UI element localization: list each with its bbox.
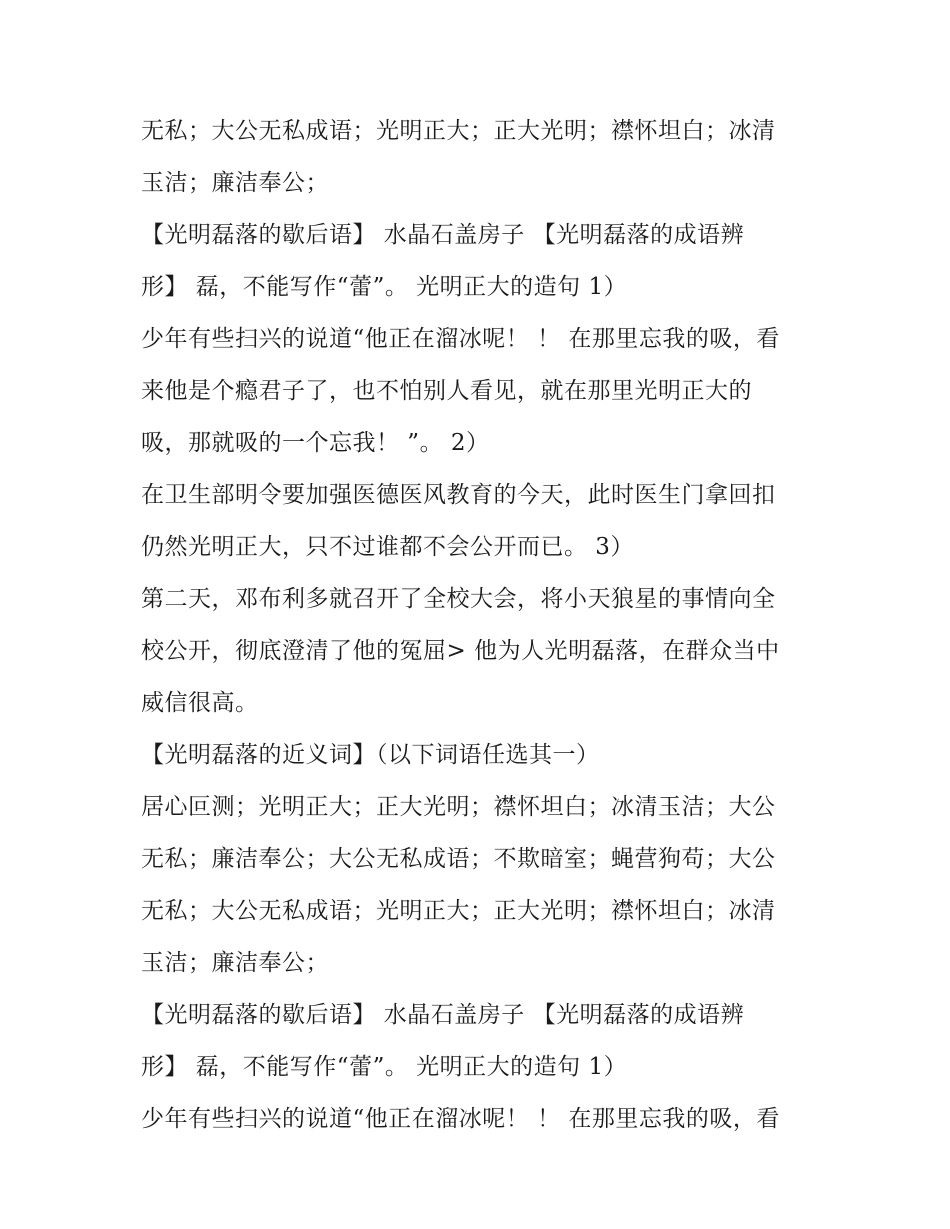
document-body [141, 105, 831, 1145]
text-line: 校公开，彻底澄清了他的冤屈> 他为人光明磊落，在群众当中 [141, 638, 780, 664]
text-line: 形】 磊，不能写作“蕾”。 光明正大的造句 1） [141, 274, 628, 300]
text-line: 【光明磊落的近义词】（以下词语任选其一） [141, 742, 600, 768]
text-line: 无私；大公无私成语；光明正大；正大光明；襟怀坦白；冰清 [141, 118, 776, 144]
text-line: 玉洁；廉洁奉公； [141, 170, 329, 196]
text-line: 无私；廉洁奉公；大公无私成语；不欺暗室；蝇营狗苟；大公 [141, 846, 776, 872]
text-line: 少年有些扫兴的说道“他正在溜冰呢！ ！ 在那里忘我的吸，看 [141, 326, 780, 352]
text-line: 来他是个瘾君子了，也不怕别人看见，就在那里光明正大的 [141, 378, 752, 404]
text-line: 吸，那就吸的一个忘我！ ”。 2） [141, 430, 490, 456]
text-line: 【光明磊落的歇后语】 水晶石盖房子 【光明磊落的成语辨 [141, 222, 745, 248]
text-line: 居心叵测；光明正大；正大光明；襟怀坦白；冰清玉洁；大公 [141, 794, 776, 820]
text-line: 无私；大公无私成语；光明正大；正大光明；襟怀坦白；冰清 [141, 898, 776, 924]
text-line: 形】 磊，不能写作“蕾”。 光明正大的造句 1） [141, 1054, 628, 1080]
text-line: 在卫生部明令要加强医德医风教育的今天，此时医生门拿回扣 [141, 482, 776, 508]
text-line: 少年有些扫兴的说道“他正在溜冰呢！ ！ 在那里忘我的吸，看 [141, 1106, 780, 1132]
text-line: 玉洁；廉洁奉公； [141, 950, 329, 976]
text-line: 威信很高。 [141, 690, 259, 716]
text-line: 【光明磊落的歇后语】 水晶石盖房子 【光明磊落的成语辨 [141, 1002, 745, 1028]
text-line: 仍然光明正大，只不过谁都不会公开而已。 3） [141, 534, 634, 560]
text-line: 第二天，邓布利多就召开了全校大会，将小天狼星的事情向全 [141, 586, 776, 612]
